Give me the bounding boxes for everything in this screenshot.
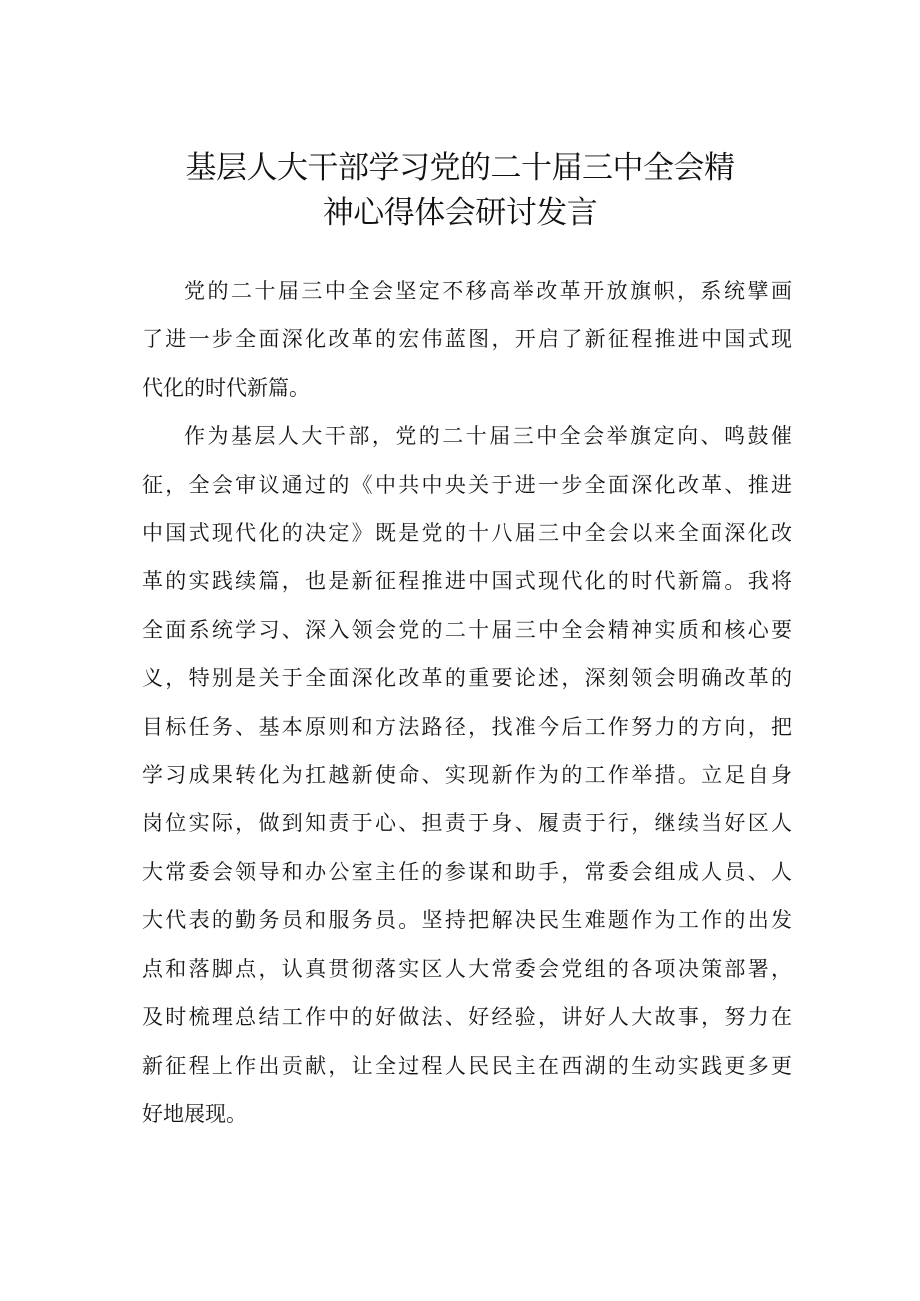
text-line: 大常委会领导和办公室主任的参谋和助手，常委会组成人员、人 [142, 859, 792, 884]
title-line: 神心得体会研讨发言 [322, 195, 598, 231]
text-line: 全面系统学习、深入领会党的二十届三中全会精神实质和核心要 [142, 617, 792, 642]
text-line: 了进一步全面深化改革的宏伟蓝图，开启了新征程推进中国式现 [142, 327, 792, 352]
text-line: 大代表的勤务员和服务员。坚持把解决民生难题作为工作的出发 [142, 908, 792, 933]
paragraph-2 [142, 412, 792, 1138]
paragraph-1 [142, 267, 792, 412]
text-line: 学习成果转化为扛越新使命、实现新作为的工作举措。立足自身 [142, 763, 792, 788]
text-line: 目标任务、基本原则和方法路径，找准今后工作努力的方向，把 [142, 714, 792, 739]
text-line: 党的二十届三中全会坚定不移高举改革开放旗帜，系统擘画 [184, 279, 792, 303]
text-line: 好地展现。 [142, 1101, 247, 1126]
text-line: 新征程上作出贡献，让全过程人民民主在西湖的生动实践更多更 [142, 1053, 792, 1078]
text-line: 义，特别是关于全面深化改革的重要论述，深刻领会明确改革的 [142, 666, 792, 691]
text-line: 点和落脚点，认真贯彻落实区人大常委会党组的各项决策部署， [142, 956, 792, 981]
document-title [110, 146, 810, 236]
text-line: 代化的时代新篇。 [142, 375, 310, 400]
text-line: 及时梳理总结工作中的好做法、好经验，讲好人大故事，努力在 [142, 1005, 792, 1030]
document-body [142, 267, 792, 1138]
title-line: 基层人大干部学习党的二十届三中全会精 [185, 150, 735, 186]
text-line: 作为基层人大干部，党的二十届三中全会举旗定向、鸣鼓催 [184, 424, 792, 449]
text-line: 岗位实际，做到知责于心、担责于身、履责于行，继续当好区人 [142, 811, 792, 836]
text-line: 革的实践续篇，也是新征程推进中国式现代化的时代新篇。我将 [142, 569, 792, 594]
text-line: 征，全会审议通过的《中共中央关于进一步全面深化改革、推进 [142, 472, 792, 497]
text-line: 中国式现代化的决定》既是党的十八届三中全会以来全面深化改 [142, 521, 792, 546]
